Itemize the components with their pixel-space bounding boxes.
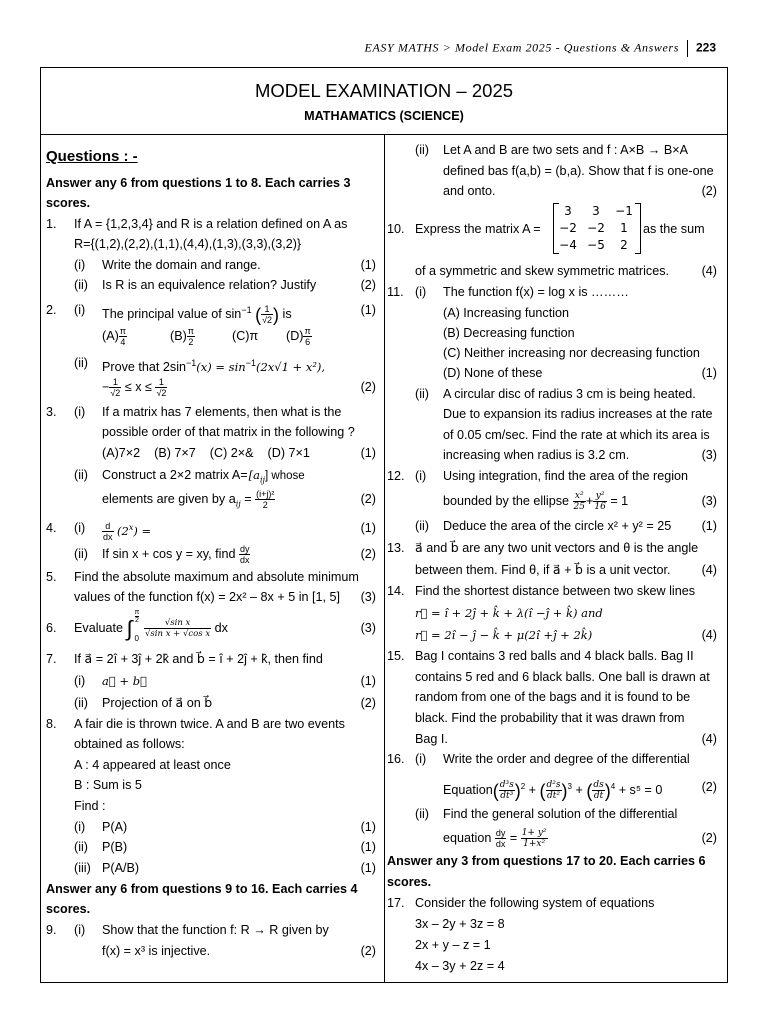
q16-i-text: Write the order and degree of the differential	[443, 752, 690, 766]
q14-line-3	[387, 625, 717, 645]
q5-line-1	[46, 567, 376, 587]
q7-part-i	[46, 671, 376, 691]
q3-part-i-line-2	[46, 422, 376, 442]
q5-text: Find the absolute maximum and absolute minimum	[74, 570, 359, 584]
q11-ii-label: (ii)	[415, 387, 429, 401]
q8-i-text: P(A)	[102, 820, 128, 834]
q7-ii-marks: (2)	[360, 696, 376, 710]
q3-i-label: (i)	[74, 405, 86, 419]
q11-option-d	[387, 363, 717, 383]
q11-option-d-text: (D) None of these	[443, 366, 543, 380]
q10-text-post: as the sum	[643, 222, 705, 236]
q7-i-text: a⃗ + b⃗	[102, 674, 147, 688]
q4-ii-marks: (2)	[360, 547, 376, 561]
q14-marks: (4)	[701, 628, 717, 642]
q1-part-ii	[46, 275, 376, 295]
q16-i-marks: (2)	[701, 780, 717, 794]
q11-part-ii-line-4	[387, 445, 717, 465]
q1-relation: R={(1,2),(2,2),(1,1),(4,4),(1,3),(3,3),(3,2)}	[74, 237, 302, 251]
q7-line-1	[46, 649, 376, 669]
q5-marks: (3)	[360, 590, 376, 604]
q8-text-2: obtained as follows:	[74, 737, 185, 751]
q11-part-ii-line-3	[387, 425, 717, 445]
q12-i-text: Using integration, find the area of the region	[443, 469, 689, 483]
page-number: 223	[695, 40, 716, 55]
q15-line-3	[387, 687, 717, 707]
q3-i-text-2: possible order of that matrix in the following ?	[102, 425, 355, 439]
q9-part-i-line-2	[46, 941, 376, 961]
q11-number: 11.	[387, 285, 404, 299]
instruction-1-line-2: scores.	[46, 196, 91, 210]
q8-iii-label: (iii)	[74, 861, 91, 875]
q11-ii-text-2: Due to expansion its radius increases at the rate	[443, 407, 713, 421]
q9-i-text: Show that the function f: R → R given by	[102, 923, 329, 937]
q9-ii-marks: (2)	[701, 184, 717, 198]
q9-part-i-line-1	[46, 920, 376, 940]
q14-line-eq-2: r⃗ = 2î − ĵ − k̂ + μ(2î +ĵ + 2k̂)	[415, 628, 593, 642]
q2-range-text: − $\frac{1}{√2}$ ≤ x ≤ $\frac{1}{√2}$	[102, 377, 167, 399]
q8-event-a-text: A : 4 appeared at least once	[74, 758, 231, 772]
q9-ii-text-3: and onto.	[443, 184, 496, 198]
q13-text-2: between them. Find θ, if a⃗ + b⃗ is a unit vector.	[415, 563, 671, 577]
q8-ii-marks: (1)	[360, 840, 376, 854]
q9-i-text-2: f(x) = x³ is injective.	[102, 944, 211, 958]
q15-text: Bag I contains 3 red balls and 4 black balls. Bag II	[415, 649, 694, 663]
q2-range	[46, 374, 376, 400]
q4-i-label: (i)	[74, 521, 86, 535]
q11-i-marks: (1)	[701, 366, 717, 380]
q11-option-c-text: (C) Neither increasing nor decreasing function	[443, 346, 700, 360]
q8-event-a	[46, 755, 376, 775]
q10-text: Express the matrix A =	[415, 222, 541, 236]
q13-text: a⃗ and b⃗ are any two unit vectors and θ is the angle	[415, 541, 699, 555]
questions-heading: Questions : -	[46, 148, 138, 165]
q11-part-ii-line-2	[387, 404, 717, 424]
q5-number: 5.	[46, 570, 57, 584]
q15-line-2	[387, 667, 717, 687]
q14-line-1	[387, 581, 717, 601]
q11-option-b	[387, 323, 717, 343]
q9-part-ii-line-2	[387, 161, 717, 181]
q1-number: 1.	[46, 217, 57, 231]
q2-ii-marks: (2)	[360, 380, 376, 394]
q8-ii-text: P(B)	[102, 840, 128, 854]
q15-line-4	[387, 708, 717, 728]
q16-ii-label: (ii)	[415, 807, 429, 821]
q1-i-label: (i)	[74, 258, 86, 272]
instruction-2-line-1: Answer any 6 from questions 9 to 16. Each carries 4	[46, 882, 358, 896]
q8-event-b	[46, 775, 376, 795]
q11-option-a	[387, 303, 717, 323]
q13-marks: (4)	[701, 563, 717, 577]
q2-i-label: (i)	[74, 303, 86, 317]
q9-number: 9.	[46, 923, 57, 937]
q14-line-eq-1: r⃗ = î + 2ĵ + k̂ + λ(î −ĵ + k̂) and	[415, 606, 603, 620]
q9-ii-text-2: defined bas f(a,b) = (b,a). Show that f is one-one	[443, 164, 714, 178]
q8-line-1	[46, 714, 376, 734]
q2-part-i	[46, 297, 376, 326]
q16-i-equation: Equation( $\frac{\text{d³s}}{\text{dt³}}$ )$^2$ + ( $\frac{\text{d²s}}{\text{dt²}}$ )$^3$ + ( $\frac{ds}{dt}$ )$^4$ + s⁵ = 0	[443, 780, 663, 802]
q16-part-i-line-2	[387, 771, 717, 803]
q15-text-3: random from one of the bags and it is found to be	[415, 690, 691, 704]
q7-i-label: (i)	[74, 674, 86, 688]
exam-subtitle: MATHAMATICS (SCIENCE)	[304, 109, 464, 123]
q1-part-i	[46, 255, 376, 275]
q13-line-1	[387, 538, 717, 558]
q2-options	[46, 323, 376, 349]
q3-ii-label: (ii)	[74, 468, 88, 482]
q2-i-text: The principal value of $\sin^{-1}$ ( $\frac{1}{√2}$ ) is	[102, 304, 292, 326]
q15-marks: (4)	[701, 732, 717, 746]
q8-part-iii	[46, 858, 376, 878]
q7-part-ii	[46, 693, 376, 713]
q14-text: Find the shortest distance between two skew lines	[415, 584, 696, 598]
q16-part-i-line-1	[387, 749, 717, 769]
q17-text: Consider the following system of equations	[415, 896, 655, 910]
q7-ii-label: (ii)	[74, 696, 88, 710]
q8-line-2	[46, 734, 376, 754]
q1-ii-label: (ii)	[74, 278, 88, 292]
q12-ii-marks: (1)	[701, 519, 717, 533]
q17-equation-3	[387, 956, 717, 976]
matrix-row: −4 −5 2	[559, 238, 628, 252]
q12-part-i-line-2	[387, 487, 717, 515]
q3-ii-text-2: elements are given by $a_{ij}$ = $\frac{\text{(i+j)²}}{2}$	[102, 489, 275, 511]
q7-ii-text: Projection of a⃗ on b⃗	[102, 696, 213, 710]
q16-number: 16.	[387, 752, 405, 766]
q12-ii-text: Deduce the area of the circle x² + y² = 25	[443, 519, 672, 533]
header-separator	[687, 40, 688, 57]
q12-i-label: (i)	[415, 469, 427, 483]
q1-line-1	[46, 214, 376, 234]
q9-i-marks: (2)	[360, 944, 376, 958]
q3-part-i-line-1	[46, 402, 376, 422]
q10-marks: (4)	[701, 264, 717, 278]
q16-part-ii-line-1	[387, 804, 717, 824]
q3-i-marks: (1)	[360, 446, 376, 460]
q3-options-text: (A)7×2 (B) 7×7 (C) 2×& (D) 7×1	[102, 446, 310, 460]
q17-eq-3: 4x – 3y + 2z = 4	[415, 959, 505, 973]
q15-number: 15.	[387, 649, 405, 663]
q8-i-marks: (1)	[360, 820, 376, 834]
q8-part-i	[46, 817, 376, 837]
running-header	[0, 40, 716, 57]
q12-ii-label: (ii)	[415, 519, 429, 533]
q4-number: 4.	[46, 521, 57, 535]
title-box	[41, 68, 727, 135]
q2-option-d: (D) $\frac{\pi}{6}$	[286, 326, 311, 348]
q11-ii-text-3: of 0.05 cm/sec. Find the rate at which its area is	[443, 428, 710, 442]
q8-iii-marks: (1)	[360, 861, 376, 875]
column-divider	[384, 135, 385, 982]
instruction-3-line-2: scores.	[387, 875, 432, 889]
instruction-3-line-1: Answer any 3 from questions 17 to 20. Each carries 6	[387, 854, 706, 868]
q1-ii-marks: (2)	[360, 278, 376, 292]
q7-text: If a⃗ = 2î + 3ĵ + 2k̂ and b⃗ = î + 2ĵ + k̂, then find	[74, 652, 323, 666]
q8-find	[46, 796, 376, 816]
q2-ii-label: (ii)	[74, 356, 88, 370]
q17-eq-2: 2x + y – z = 1	[415, 938, 491, 952]
q11-option-a-text: (A) Increasing function	[443, 306, 569, 320]
q10-line-1	[387, 219, 717, 239]
q11-option-b-text: (B) Decreasing function	[443, 326, 575, 340]
q8-text: A fair die is thrown twice. A and B are two events	[74, 717, 345, 731]
q4-part-i	[46, 515, 376, 541]
q3-number: 3.	[46, 405, 57, 419]
q6-number: 6.	[46, 621, 57, 635]
instruction-1-line-1: Answer any 6 from questions 1 to 8. Each carries 3	[46, 176, 351, 190]
q11-ii-text: A circular disc of radius 3 cm is being heated.	[443, 387, 696, 401]
q4-ii-label: (ii)	[74, 547, 88, 561]
q13-number: 13.	[387, 541, 405, 555]
q11-i-label: (i)	[415, 285, 427, 299]
q1-i-marks: (1)	[360, 258, 376, 272]
q6-marks: (3)	[360, 621, 376, 635]
q8-find-text: Find :	[74, 799, 106, 813]
q11-ii-text-4: increasing when radius is 3.2 cm.	[443, 448, 630, 462]
q2-option-c: (C)π	[232, 329, 259, 343]
matrix-row: 3 3 −1	[564, 204, 633, 218]
q2-ii-text: Prove that $2\sin^{-1}(x) = \sin^{-1}(2x√1 + x^2)$,	[102, 358, 326, 375]
q11-part-ii-line-1	[387, 384, 717, 404]
q2-option-b: (B) $\frac{\pi}{2}$	[170, 326, 195, 348]
q5-line-2	[46, 587, 376, 607]
q3-part-ii-line-1	[46, 465, 376, 485]
q7-number: 7.	[46, 652, 57, 666]
q2-option-a: (A) $\frac{\pi}{4}$	[102, 326, 127, 348]
q17-number: 17.	[387, 896, 405, 910]
q15-line-1	[387, 646, 717, 666]
q8-i-label: (i)	[74, 820, 86, 834]
q8-part-ii	[46, 837, 376, 857]
q17-eq-1: 3x – 2y + 3z = 8	[415, 917, 505, 931]
q1-text: If A = {1,2,3,4} and R is a relation defined on A as	[74, 217, 348, 231]
q10-number: 10.	[387, 222, 405, 236]
q3-ii-text: Construct a 2×2 matrix $A=[a_{ij}]$ whose	[102, 468, 305, 485]
q11-i-text: The function f(x) = log x is ………	[443, 285, 629, 299]
q12-i-text-2: bounded by the ellipse $\frac{\text{x²}}{25}$ + $\frac{\text{y²}}{16}$ = 1	[443, 491, 629, 513]
q10-text-2: of a symmetric and skew symmetric matrices.	[415, 264, 670, 278]
q15-text-5: Bag I.	[415, 732, 448, 746]
q3-part-ii-line-2	[46, 486, 376, 512]
q17-equation-1	[387, 914, 717, 934]
q9-part-ii-line-1	[387, 140, 717, 160]
running-title: EASY MATHS > Model Exam 2025 - Questions & Answers	[364, 40, 679, 55]
matrix-row: −2 −2 1	[559, 221, 628, 235]
exam-frame	[40, 67, 728, 983]
q7-i-marks: (1)	[360, 674, 376, 688]
q1-i-text: Write the domain and range.	[102, 258, 261, 272]
q5-text-2: values of the function f(x) = 2x² – 8x + 5 in [1, 5]	[74, 590, 341, 604]
q4-ii-text: If sin x + cos y = xy, find $\frac{dy}{dx}$	[102, 544, 250, 566]
q1-line-2	[46, 234, 376, 254]
q14-number: 14.	[387, 584, 405, 598]
q12-i-marks: (3)	[701, 494, 717, 508]
q12-number: 12.	[387, 469, 405, 483]
q12-part-i-line-1	[387, 466, 717, 486]
q11-option-c	[387, 343, 717, 363]
q9-ii-label: (ii)	[415, 143, 429, 157]
q3-i-text: If a matrix has 7 elements, then what is the	[102, 405, 342, 419]
q2-part-ii	[46, 353, 376, 373]
q17-line-1	[387, 893, 717, 913]
q9-i-label: (i)	[74, 923, 86, 937]
q15-text-4: black. Find the probability that it was drawn from	[415, 711, 685, 725]
q16-ii-equation: equation $\frac{dy}{dx}$ = $\frac{\text{1+ y²}}{\text{1+x²}}$	[443, 828, 547, 850]
q4-i-text: $\frac{d}{dx}$ $(2^x)$ =	[103, 521, 152, 543]
q4-i-marks: (1)	[360, 521, 376, 535]
q15-text-2: contains 5 red and 6 black balls. One ball is drawn at	[415, 670, 710, 684]
q2-i-marks: (1)	[360, 303, 376, 317]
q16-ii-text: Find the general solution of the differential	[443, 807, 678, 821]
q9-part-ii-line-3	[387, 181, 717, 201]
exam-title: MODEL EXAMINATION – 2025	[254, 80, 514, 101]
q17-equation-2	[387, 935, 717, 955]
q14-line-2	[387, 603, 717, 623]
q9-ii-text: Let A and B are two sets and f : A×B → B×A	[443, 143, 689, 157]
q3-options	[46, 443, 376, 463]
q8-iii-text: P(A/B)	[102, 861, 140, 875]
q4-part-ii	[46, 541, 376, 567]
q8-event-b-text: B : Sum is 5	[74, 778, 142, 792]
q11-ii-marks: (3)	[701, 448, 717, 462]
q6-text: Evaluate ∫ π 2 0 $\frac{\text{√sin x}}{\text{√sin x + √cos x}}$ dx	[74, 608, 228, 643]
q10-matrix	[553, 203, 641, 254]
q3-ii-marks: (2)	[360, 492, 376, 506]
q6	[46, 608, 376, 645]
instruction-2-line-2: scores.	[46, 902, 91, 916]
q13-line-2	[387, 560, 717, 580]
q2-number: 2.	[46, 303, 57, 317]
q16-ii-marks: (2)	[701, 831, 717, 845]
q15-line-5	[387, 729, 717, 749]
q8-number: 8.	[46, 717, 57, 731]
q12-part-ii	[387, 516, 717, 536]
q8-ii-label: (ii)	[74, 840, 88, 854]
q1-ii-text: Is R is an equivalence relation? Justify	[102, 278, 317, 292]
q11-part-i	[387, 282, 717, 302]
q16-i-label: (i)	[415, 752, 427, 766]
q10-line-2	[387, 261, 717, 281]
q16-part-ii-line-2	[387, 825, 717, 851]
